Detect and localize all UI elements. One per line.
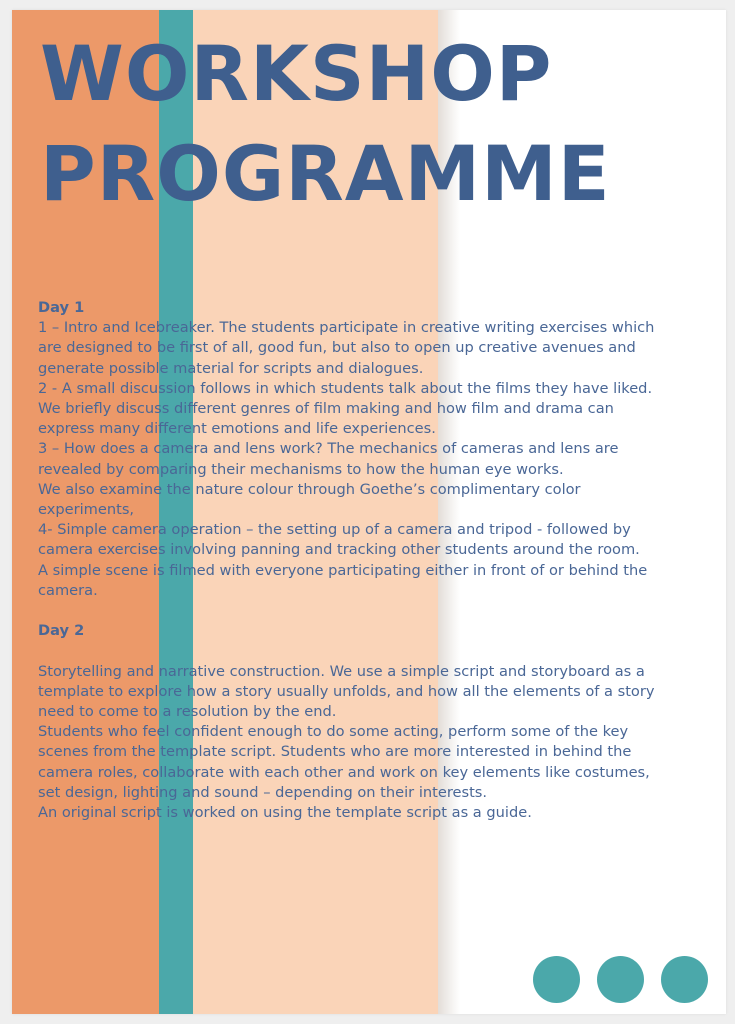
spacer xyxy=(38,641,722,661)
day-2-line: camera roles, collaborate with each other and work on key elements like costumes, xyxy=(38,763,650,781)
title-line-1: WORKSHOP xyxy=(40,29,553,118)
day-1-line: We briefly discuss different genres of film making and how film and drama can xyxy=(38,400,614,418)
day-1-line: are designed to be first of all, good fun, but also to open up creative avenues and xyxy=(38,339,636,357)
day-2-line: An original script is worked on using the template script as a guide. xyxy=(38,804,532,822)
circle-icon xyxy=(661,956,708,1003)
programme-content xyxy=(38,298,722,823)
circle-icon xyxy=(533,956,580,1003)
day-2-line: set design, lighting and sound – depending on their interests. xyxy=(38,783,488,801)
day-1-line: 1 – Intro and Icebreaker. The students participate in creative writing exercises which xyxy=(38,319,655,337)
day-1-heading: Day 1 xyxy=(38,299,85,316)
day-1-line: camera exercises involving panning and tracking other students around the room. xyxy=(38,541,640,559)
day-2-line: Storytelling and narrative construction. We use a simple script and storyboard as a xyxy=(38,662,645,680)
day-2-line: template to explore how a story usually unfolds, and how all the elements of a story xyxy=(38,682,655,700)
day-1-line: express many different emotions and life experiences. xyxy=(38,420,436,438)
day-1-line: camera. xyxy=(38,581,98,599)
decorative-dots xyxy=(533,956,708,1003)
spacer xyxy=(38,601,722,621)
document-page xyxy=(12,10,726,1014)
day-1-line: 2 - A small discussion follows in which students talk about the films they have liked. xyxy=(38,379,653,397)
day-1-line: 4- Simple camera operation – the setting up of a camera and tripod - followed by xyxy=(38,521,631,539)
day-1-line: 3 – How does a camera and lens work? The mechanics of cameras and lens are xyxy=(38,440,619,458)
title-line-2: PROGRAMME xyxy=(40,129,611,218)
day-2-line: Students who feel confident enough to do some acting, perform some of the key xyxy=(38,723,629,741)
day-1-line: We also examine the nature colour through Goethe’s complimentary color xyxy=(38,480,581,498)
day-2-line: need to come to a resolution by the end. xyxy=(38,703,337,721)
day-1-line: experiments, xyxy=(38,501,135,519)
day-1-line: revealed by comparing their mechanisms to how the human eye works. xyxy=(38,460,564,478)
day-1-line: generate possible material for scripts and dialogues. xyxy=(38,359,424,377)
page-title xyxy=(40,24,611,224)
day-1-line: A simple scene is filmed with everyone participating either in front of or behind the xyxy=(38,561,648,579)
day-2-heading: Day 2 xyxy=(38,622,85,640)
day-2-line: scenes from the template script. Students who are more interested in behind the xyxy=(38,743,632,761)
circle-icon xyxy=(597,956,644,1003)
